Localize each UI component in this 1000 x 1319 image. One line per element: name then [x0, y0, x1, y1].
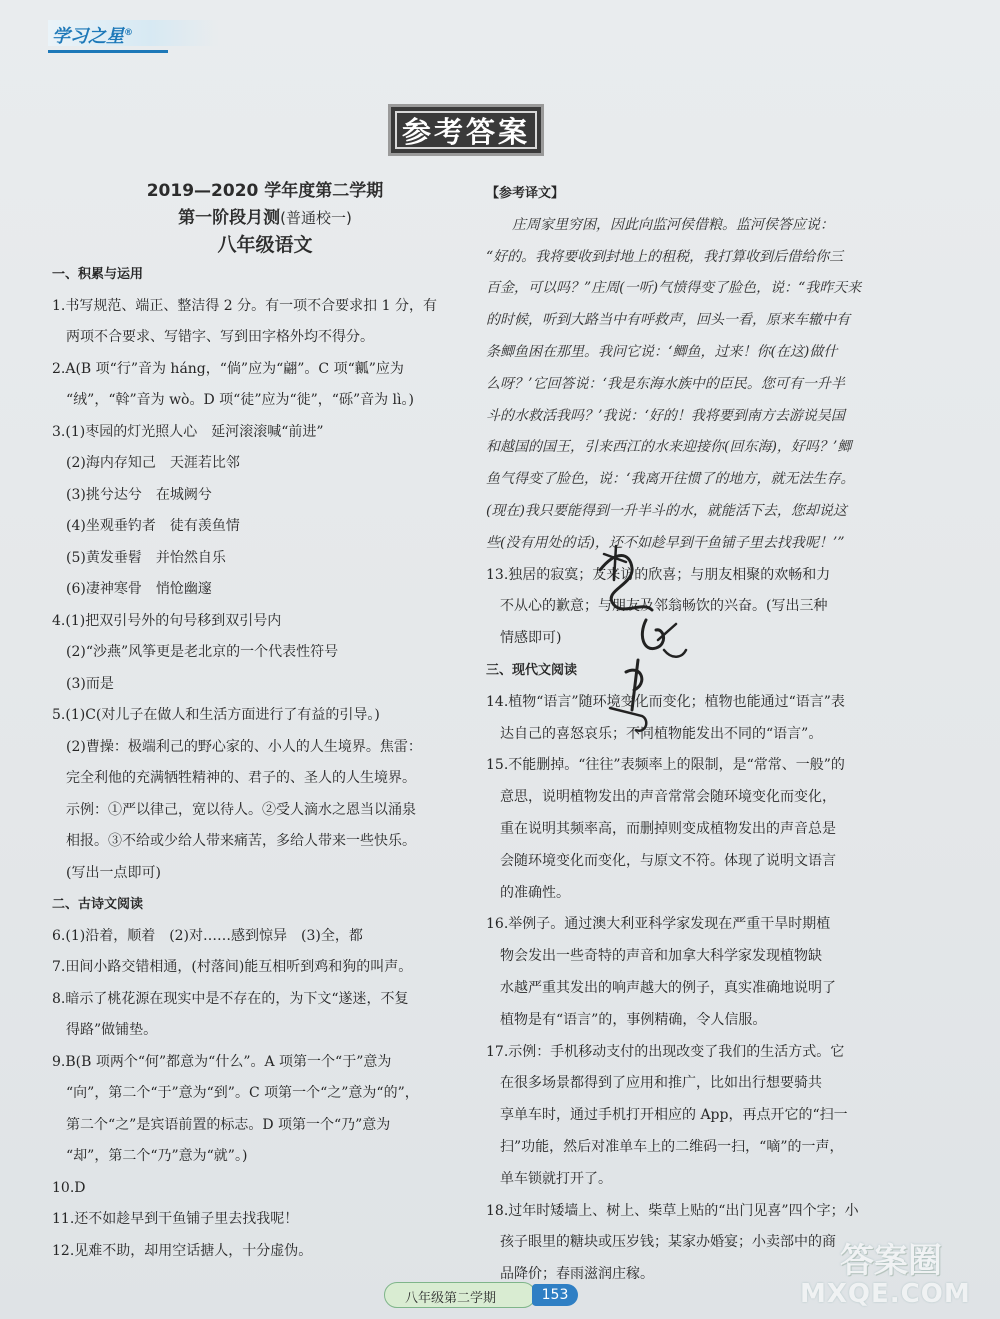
answer-line: 5.(1)C(对儿子在做人和生活方面进行了有益的引导。)	[52, 707, 380, 723]
footer-label-pill	[384, 1282, 536, 1308]
answer-line: 植物是有“语言”的，事例精确，令人信服。	[500, 1011, 767, 1028]
translation-line: 庄周家里穷困，因此向监河侯借粮。监河侯答应说：	[512, 216, 834, 233]
brand-underline	[48, 50, 168, 53]
exam-subject: 八年级语文	[217, 234, 313, 256]
answer-line: 单车锁就打开了。	[500, 1170, 612, 1187]
translation-line: 斗的水救活我吗？’我说：‘好的！我将要到南方去游说吴国	[486, 407, 845, 424]
answer-line: (3)而是	[66, 675, 114, 692]
answer-line: 15.不能删掉。“往往”表频率上的限制，是“常常、一般”的	[486, 757, 845, 774]
translation-line: 鱼气得变了脸色，说：‘我离开往惯了的地方，就无法生存。	[486, 471, 855, 488]
translation-line: 的时候，听到大路当中有呼救声，回头一看，原来车辙中有	[486, 312, 850, 329]
answer-line: 10.D	[52, 1179, 86, 1196]
answer-line: 7.田间小路交错相通，(村落间)能互相听到鸡和狗的叫声。	[52, 959, 413, 975]
banner-title: 参考答案	[401, 114, 530, 149]
exam-school-type: (普通校一)	[280, 209, 352, 227]
page-number: 153	[532, 1284, 578, 1306]
answer-line: 的准确性。	[500, 884, 570, 901]
answer-line: “绒”，“斡”音为 wò。D 项“徒”应为“徙”，“砾”音为 lì。)	[66, 392, 414, 408]
answer-line: 重在说明其频率高，而删掉则变成植物发出的声音总是	[500, 820, 836, 837]
answer-line: (2)曹操：极端利己的野心家的、小人的人生境界。焦雷：	[66, 738, 422, 755]
answer-line: 相报。③不给或少给人带来痛苦，多给人带来一些快乐。	[66, 833, 416, 849]
answer-line: 水越严重其发出的响声越大的例子，真实准确地说明了	[500, 979, 836, 996]
answer-line: 8.暗示了桃花源在现实中是不存在的，为下文“遂迷，不复	[52, 990, 409, 1007]
answer-line: 11.还不如趁早到干鱼铺子里去找我呢！	[52, 1211, 299, 1227]
section-heading: 【参考译文】	[486, 186, 565, 201]
answer-line: 意思，说明植物发出的声音常常会随环境变化而变化，	[500, 789, 836, 806]
watermark-logo-text: 答案圈	[840, 1241, 942, 1281]
answer-line: 享单车时，通过手机打开相应的 App，再点开它的“扫一	[500, 1107, 848, 1124]
answer-line: 情感即可)	[500, 630, 562, 647]
answer-line: 完全利他的充满牺牲精神的、君子的、圣人的人生境界。	[66, 770, 416, 786]
answer-line: 6.(1)沿着，顺着 (2)对……感到惊异 (3)全，都	[52, 927, 363, 944]
exam-year: 2019—2020 学年度第二学期	[146, 181, 384, 201]
answer-line: (4)坐观垂钓者 徒有羡鱼情	[66, 518, 240, 534]
answer-line: 不从心的歉意；与朋友及邻翁畅饮的兴奋。(写出三种	[500, 598, 828, 615]
footer-term-label: 八年级第二学期	[405, 1291, 497, 1306]
translation-line: 和越国的国王，引来西江的水来迎接你(回东海)，好吗？’鲫	[486, 439, 852, 456]
answer-line: 1.书写规范、端正、整洁得 2 分。有一项不合要求扣 1 分，有	[52, 297, 437, 314]
answer-line: “向”，第二个“于”意为“到”。C 项第一个“之”意为“的”，	[66, 1085, 419, 1101]
section-heading: 三、现代文阅读	[486, 662, 578, 678]
answer-line: 4.(1)把双引号外的句号移到双引号内	[52, 612, 282, 629]
translation-line: 条鲫鱼困在那里。我问它说：‘鲫鱼，过来！你(在这)做什	[486, 343, 838, 360]
answer-line: 品降价；春雨滋润庄稼。	[500, 1266, 654, 1283]
page-footer	[384, 1282, 584, 1308]
answer-banner	[388, 104, 544, 156]
answer-line: 物会发出一些奇特的声音和加拿大科学家发现植物缺	[500, 948, 822, 965]
translation-line: “好的。我将要收到封地上的租税，我打算收到后借给你三	[486, 248, 844, 265]
answer-line: (写出一点即可)	[66, 864, 161, 881]
exam-stage: 第一阶段月测(普通校一)	[178, 208, 352, 228]
answer-line: 12.见难不助，却用空话搪人，十分虚伪。	[52, 1242, 313, 1259]
answer-line: (2)“沙燕”风筝更是老北京的一个代表性符号	[66, 644, 339, 660]
answer-line: 达自己的喜怒哀乐；不同植物能发出不同的“语言”。	[500, 725, 823, 742]
watermark-domain: MXQE.COM	[800, 1279, 971, 1309]
answer-line: 16.举例子。通过澳大利亚科学家发现在严重干旱时期植	[486, 916, 831, 933]
answer-line: 孩子眼里的糖块或压岁钱；某家办婚宴；小卖部中的商	[500, 1234, 836, 1251]
answer-line: “却”，第二个“乃”意为“就”。)	[66, 1148, 248, 1164]
answer-line: 18.过年时矮墙上、树上、柴草上贴的“出门见喜”四个字；小	[486, 1202, 859, 1219]
answer-line: 两项不合要求、写错字、写到田字格外均不得分。	[66, 329, 374, 345]
answer-line: 示例：①严以律己，宽以待人。②受人滴水之恩当以涌泉	[66, 801, 416, 818]
site-watermark	[800, 1233, 980, 1313]
section-heading: 一、积累与运用	[52, 267, 144, 282]
answer-line: 13.独居的寂寞；友来访的欣喜；与朋友相聚的欢畅和力	[486, 566, 831, 583]
translation-line: (现在)我只要能得到一升半斗的水，就能活下去，您却说这	[486, 502, 847, 519]
translation-line: 么呀？’它回答说：‘我是东海水族中的臣民。您可有一升半	[486, 375, 845, 392]
answer-line: 17.示例：手机移动支付的出现改变了我们的生活方式。它	[486, 1043, 845, 1060]
left-answers	[52, 259, 478, 1267]
left-column	[52, 178, 478, 1267]
answer-line: (6)凄神寒骨 悄怆幽邃	[66, 581, 212, 597]
answer-line: 14.植物“语言”随环境变化而变化；植物也能通过“语言”表	[486, 693, 845, 710]
answer-line: 3.(1)枣园的灯光照人心 延河滚滚喊“前进”	[52, 423, 324, 440]
answer-line: 在很多场景都得到了应用和推广，比如出行想要骑共	[500, 1075, 822, 1092]
answer-line: 扫”功能，然后对准单车上的二维码一扫，“嘀”的一声，	[500, 1138, 844, 1155]
translation-line: 百金，可以吗？”庄周(一听)气愤得变了脸色，说：“我昨天来	[486, 280, 862, 297]
answer-line: (2)海内存知己 天涯若比邻	[66, 455, 240, 471]
answer-line: 第二个“之”是宾语前置的标志。D 项第一个“乃”意为	[66, 1116, 391, 1133]
handwritten-scribble	[586, 540, 706, 740]
translation-line: 些(没有用处的话)，还不如趁早到干鱼铺子里去找我呢！’”	[486, 534, 845, 551]
brand-reg-mark: ®	[124, 28, 133, 38]
answer-line: 9.B(B 项两个“何”都意为“什么”。A 项第一个“于”意为	[52, 1053, 392, 1070]
brand-name: 学习之星	[52, 26, 124, 47]
answer-line: 得路”做铺垫。	[66, 1022, 158, 1038]
answer-line: (3)挑兮达兮 在城阙兮	[66, 486, 212, 503]
answer-line: 会随环境变化而变化，与原文不符。体现了说明文语言	[500, 852, 836, 869]
brand-logo	[48, 20, 218, 46]
answer-line: (5)黄发垂髫 并怡然自乐	[66, 549, 226, 566]
section-heading: 二、古诗文阅读	[52, 897, 144, 912]
answer-line: 2.A(B 项“行”音为 háng，“倘”应为“翩”。C 项“瓤”应为	[52, 360, 404, 377]
